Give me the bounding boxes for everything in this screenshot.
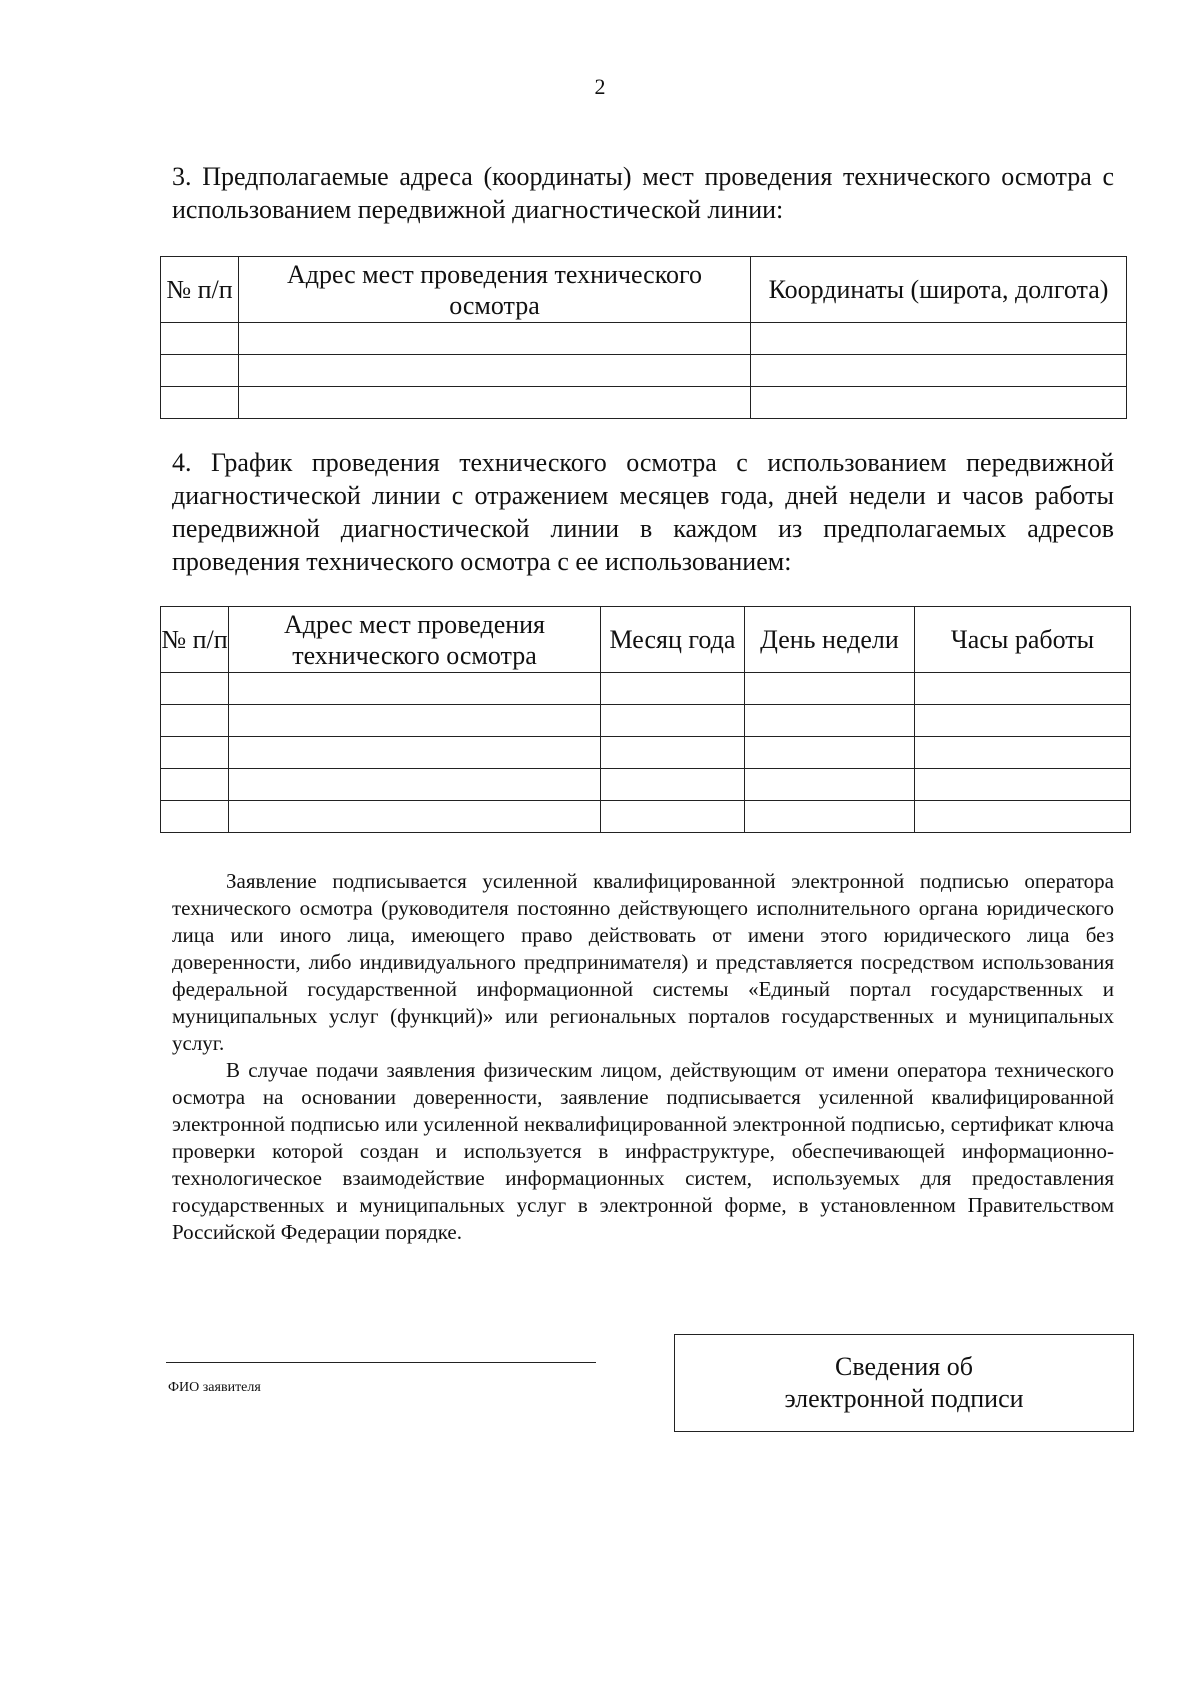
electronic-signature-box [674,1334,1134,1432]
page-number: 2 [594,74,606,99]
table-cell[interactable] [161,387,239,419]
table-cell[interactable] [601,769,745,801]
table-cell[interactable] [601,737,745,769]
table-cell[interactable] [161,323,239,355]
table-cell[interactable] [161,355,239,387]
table-cell[interactable] [161,673,229,705]
statement-paragraph-1: Заявление подписывается усиленной квалифицированной электронной подписью оператора технического осмотра (руководителя постоянно действующего исполнительного органа юридического лица или иного лица, имеющего право действовать от имени этого юридического лица без доверенности, либо индивидуального предпринимателя) и представляется посредством использования федеральной государственной информационной системы «Единый портал государственных и муниципальных услуг (функций)» или региональных порталов государственных и муниципальных услуг. [172,869,1114,1055]
table-cell[interactable] [161,801,229,833]
column-header-number: № п/п [161,607,229,673]
table-row [161,705,1131,737]
table-header-row [161,607,1131,673]
table-cell[interactable] [915,737,1131,769]
table-cell[interactable] [745,673,915,705]
table-cell[interactable] [229,769,601,801]
table-row [161,801,1131,833]
table-cell[interactable] [601,801,745,833]
table-cell[interactable] [229,673,601,705]
table-cell[interactable] [161,705,229,737]
table-cell[interactable] [161,769,229,801]
column-header-hours: Часы работы [915,607,1131,673]
table-cell[interactable] [229,705,601,737]
section-4-heading: 4. График проведения технического осмотра с использованием передвижной диагностической линии с отражением месяцев года, дней недели и часов работы передвижной диагностической линии в каждом из предполагаемых адресов проведения технического осмотра с ее использованием: [172,448,1114,576]
column-header-coordinates: Координаты (широта, долгота) [751,257,1127,323]
table-cell[interactable] [229,801,601,833]
column-header-address: Адрес мест проведения технического осмотра [229,607,601,673]
table-cell[interactable] [239,355,751,387]
table-cell[interactable] [601,705,745,737]
statement-text [172,868,1114,1246]
table-cell[interactable] [161,737,229,769]
table-row [161,673,1131,705]
table-cell[interactable] [915,801,1131,833]
table-cell[interactable] [745,769,915,801]
statement-paragraph-2: В случае подачи заявления физическим лицом, действующим от имени оператора технического осмотра на основании доверенности, заявление подписывается усиленной квалифицированной электронной подписью или усиленной неквалифицированной электронной подписью, сертификат ключа проверки которой создан и используется в инфраструктуре, обеспечивающей информационно-технологическое взаимодействие информационных систем, используемых для предоставления государственных и муниципальных услуг в электронной форме, в установленном Правительством Российской Федерации порядке. [172,1058,1114,1244]
table-header-row [161,257,1127,323]
table-cell[interactable] [915,769,1131,801]
table-cell[interactable] [915,705,1131,737]
table-cell[interactable] [751,355,1127,387]
fio-label: ФИО заявителя [168,1380,261,1395]
schedule-table [160,606,1131,833]
table-cell[interactable] [745,705,915,737]
addresses-table [160,256,1127,419]
table-cell[interactable] [239,387,751,419]
section-3-heading: 3. Предполагаемые адреса (координаты) мест проведения технического осмотра с использованием передвижной диагностической линии: [172,162,1114,224]
column-header-month: Месяц года [601,607,745,673]
column-header-number: № п/п [161,257,239,323]
table-row [161,323,1127,355]
signature-line [166,1362,596,1363]
column-header-weekday: День недели [745,607,915,673]
table-row [161,387,1127,419]
table-cell[interactable] [239,323,751,355]
electronic-signature-label: Сведения об электронной подписи [784,1352,1024,1413]
table-row [161,355,1127,387]
table-cell[interactable] [751,387,1127,419]
table-cell[interactable] [601,673,745,705]
table-cell[interactable] [751,323,1127,355]
table-cell[interactable] [229,737,601,769]
table-cell[interactable] [745,737,915,769]
table-cell[interactable] [915,673,1131,705]
column-header-address: Адрес мест проведения технического осмотра [239,257,751,323]
table-cell[interactable] [745,801,915,833]
table-row [161,769,1131,801]
table-row [161,737,1131,769]
